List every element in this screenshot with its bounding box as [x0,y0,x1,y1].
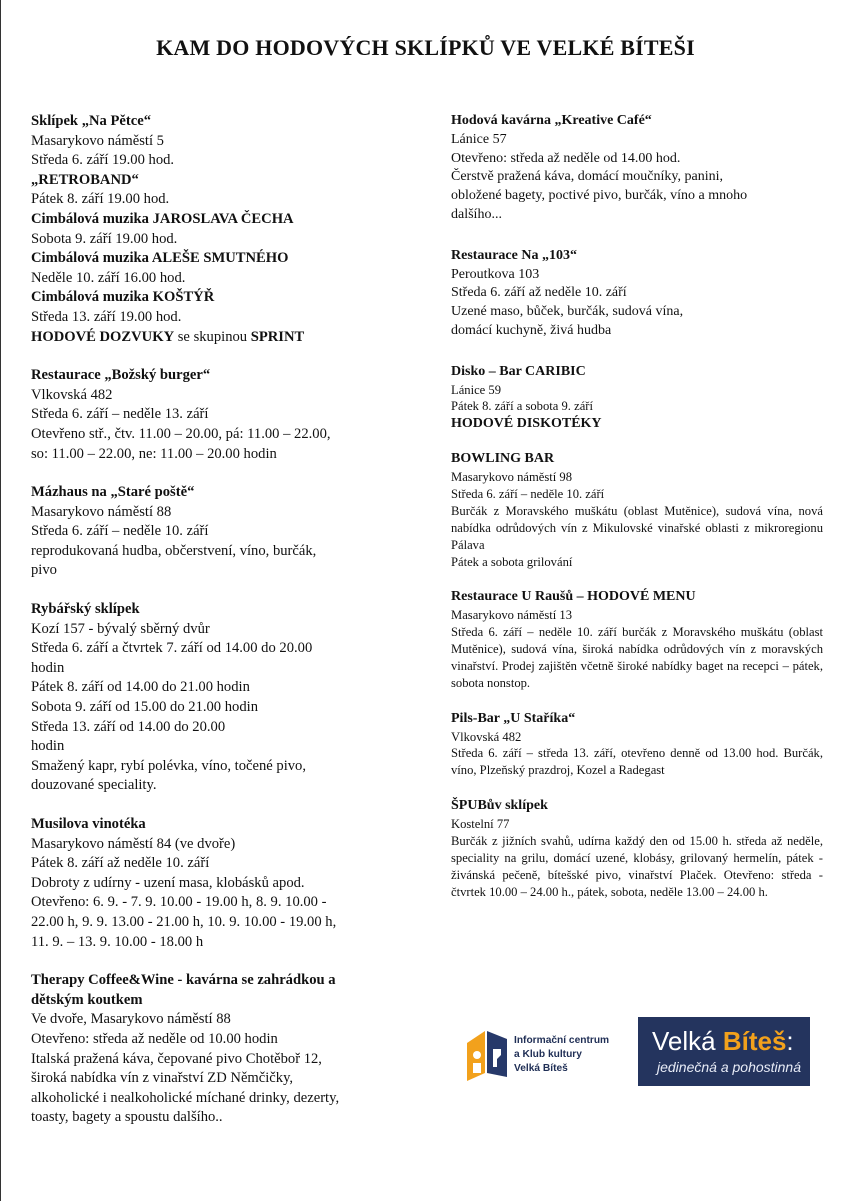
venue-dates: Středa 6. září – neděle 13. září [31,406,209,423]
right-column [451,112,823,920]
venue-hours: 22.00 h, 9. 9. 13.00 - 21.00 h, 10. 9. 10.00 - 19.00 h, [31,913,337,930]
venue-name: Restaurace U Raušů – HODOVÉ MENU [451,589,696,605]
venue-info: alkoholické i nealkoholické míchané drinky, dezerty, [31,1089,340,1106]
venue-info: Dobroty z udírny - uzení masa, klobásků apod. [31,874,305,891]
venue-hours: Otevřeno: 6. 9. - 7. 9. 10.00 - 19.00 h, 8. 9. 10.00 - [31,894,327,911]
event-highlight: HODOVÉ DOZVUKY [31,328,175,345]
venue-info: douzované speciality. [31,777,157,794]
venue-dates: Středa 6. září – neděle 10. září [31,523,209,540]
venue-name: Therapy Coffee&Wine - kavárna se zahrádkou a [31,972,336,989]
venue-mazhaus [31,483,396,581]
venue-info: pivo [31,562,57,579]
venue-name: Restaurace Na „103“ [451,247,577,263]
event-date: Středa 13. září 19.00 hod. [31,308,182,325]
venue-info: Smažený kapr, rybí polévka, víno, točené pivo, [31,757,307,774]
info-center-emblem-icon [463,1025,511,1083]
venue-pils-bar-u-starika [451,710,823,780]
venue-dates: Středa 6. září – neděle 10. září [451,486,605,501]
venue-therapy-coffee-wine [31,971,396,1128]
info-center-line: Velká Bíteš [514,1063,568,1074]
venue-restaurace-u-rausu [451,588,823,691]
venue-info: Středa 6. září – středa 13. září, otevřeno denně od 13.00 hod. Burčák, víno, Plzeňský prazdroj, Kozel a Radegast [451,746,823,778]
venue-address: Lánice 57 [451,131,507,147]
venue-info: obložené bagety, poctivé pivo, burčák, víno a mnoho [451,188,748,204]
venue-schedule: hodin [31,659,65,676]
venue-info: Burčák z Moravského muškátu (oblast Mutěnice), sudová vína, nová nabídka odrůdových vín z Mikulovské vinařské oblasti z mikroregionu Pálava [451,503,823,552]
venue-hours: 11. 9. – 13. 9. 10.00 - 18.00 h [31,933,204,950]
velka-bites-title-accent: Bíteš [722,1026,787,1056]
event-date: Sobota 9. září 19.00 hod. [31,230,178,247]
venue-rybarsky-sklipek [31,600,396,796]
venue-info: Čerstvě pražená káva, domácí moučníky, panini, [451,169,723,185]
venue-address: Masarykovo náměstí 13 [451,608,573,623]
velka-bites-title-part: Velká [652,1026,723,1056]
event-name: HODOVÉ DISKOTÉKY [451,416,602,432]
venue-hours: Otevřeno: středa až neděle od 14.00 hod. [451,150,681,166]
venue-musilova-vinoteka [31,815,396,952]
venue-info: široká nabídka vín z vinařství ZD Němčičky, [31,1070,294,1087]
venue-name: Hodová kavárna „Kreative Café“ [451,113,652,128]
info-center-logo [463,1025,633,1085]
event-connector: se skupinou [174,328,251,345]
venue-info: Uzené maso, bůček, burčák, sudová vína, [451,304,684,320]
event-name: Cimbálová muzika KOŠTÝŘ [31,289,215,306]
venue-address: Vlkovská 482 [31,386,113,403]
venue-name: ŠPUBův sklípek [451,798,548,814]
venue-na-petce [31,112,396,347]
venue-address: Kozí 157 - bývalý sběrný dvůr [31,620,210,637]
velka-bites-title [652,1026,794,1056]
venue-kreative-cafe [451,112,823,225]
venue-dates: Středa 6. září až neděle 10. září [451,285,627,301]
info-center-line: Informační centrum [514,1035,610,1046]
venue-info: reprodukovaná hudba, občerstvení, víno, burčák, [31,542,317,559]
venue-hours: Otevřeno: středa až neděle od 10.00 hodin [31,1030,278,1047]
venue-info: dalšího... [451,206,502,222]
velka-bites-logo [638,1017,810,1086]
event-name: Cimbálová muzika ALEŠE SMUTNÉHO [31,250,289,267]
event-band: SPRINT [250,328,305,345]
venue-address: Masarykovo náměstí 98 [451,469,573,484]
venue-info: toasty, bagety a spoustu dalšího.. [31,1109,223,1126]
page-title: KAM DO HODOVÝCH SKLÍPKŮ VE VELKÉ BÍTEŠI [156,35,695,60]
event-date: Pátek 8. září 19.00 hod. [31,191,170,208]
page-left-border [0,0,1,1201]
venue-info: Středa 6. září – neděle 10. září burčák z Moravského muškátu (oblast Mutěnice), sudová vína, široká nabídka odrůdových vín z moravských vinařství. Prodej zajištěn včetně široké nabídky baget na recepci – pátek, sobota nonstop. [451,625,823,690]
venue-hours: Otevřeno stř., čtv. 11.00 – 20.00, pá: 11.00 – 22.00, [31,425,331,442]
venue-name: BOWLING BAR [451,451,555,467]
venue-name: Mázhaus na „Staré poště“ [31,484,195,501]
event-date: Středa 6. září 19.00 hod. [31,152,175,169]
venue-name: Rybářský sklípek [31,601,140,618]
venue-restaurace-103 [451,247,823,341]
velka-bites-tagline: jedinečná a pohostinná [657,1059,802,1075]
venue-bozsky-burger [31,366,396,464]
venue-schedule: Sobota 9. září od 15.00 do 21.00 hodin [31,699,258,716]
venue-name: Sklípek „Na Pětce“ [31,113,151,129]
venue-schedule: Středa 13. září od 14.00 do 20.00 [31,718,226,735]
venue-name: Disko – Bar CARIBIC [451,363,586,379]
venue-info: Pátek a sobota grilování [451,554,573,569]
velka-bites-title-colon: : [786,1026,794,1056]
left-column [31,112,396,1147]
venue-dates: Pátek 8. září a sobota 9. září [451,399,593,414]
sponsor-logos [463,1017,823,1092]
venue-address: Ve dvoře, Masarykovo náměstí 88 [31,1011,231,1028]
event-date: Neděle 10. září 16.00 hod. [31,269,186,286]
venue-address: Masarykovo náměstí 5 [31,132,164,149]
venue-spub-sklipek [451,797,823,900]
venue-name: Musilova vinotéka [31,816,146,832]
venue-name: dětským koutkem [31,991,143,1008]
venue-bowling-bar [451,450,823,570]
venue-address: Lánice 59 [451,382,501,397]
venue-schedule: hodin [31,738,65,755]
venue-address: Kostelní 77 [451,817,510,832]
venue-schedule: Pátek 8. září od 14.00 do 21.00 hodin [31,679,250,696]
venue-dates: Pátek 8. září až neděle 10. září [31,855,210,872]
event-name: Cimbálová muzika JAROSLAVA ČECHA [31,210,294,227]
venue-info: Italská pražená káva, čepované pivo Chotěboř 12, [31,1050,322,1067]
event-name [31,328,396,348]
venue-schedule: Středa 6. září a čtvrtek 7. září od 14.00 do 20.00 [31,640,313,657]
venue-hours: so: 11.00 – 22.00, ne: 11.00 – 20.00 hodin [31,445,277,462]
venue-name: Pils-Bar „U Staříka“ [451,710,576,726]
info-center-text [514,1034,609,1076]
event-name: „RETROBAND“ [31,171,139,188]
venue-address: Masarykovo náměstí 84 (ve dvoře) [31,835,236,852]
venue-address: Masarykovo náměstí 88 [31,503,172,520]
venue-info: domácí kuchyně, živá hudba [451,322,612,338]
info-center-line: a Klub kultury [514,1049,582,1060]
venue-address: Vlkovská 482 [451,729,522,744]
venue-info: Burčák z jižních svahů, udírna každý den od 15.00 h. středa až neděle, speciality na grilu, domácí uzené, klobásy, grilovaný hermelín, pátek - živánská pečeně, bítešské pivo, vinařství Plaček. Otevřeno: středa - čtvrtek 10.00 – 24.00 h., pátek, sobota, neděle 13.00 – 24.00 h. [451,833,823,899]
venue-address: Peroutkova 103 [451,266,540,282]
venue-disko-caribic [451,363,823,434]
venue-name: Restaurace „Božský burger“ [31,367,211,384]
